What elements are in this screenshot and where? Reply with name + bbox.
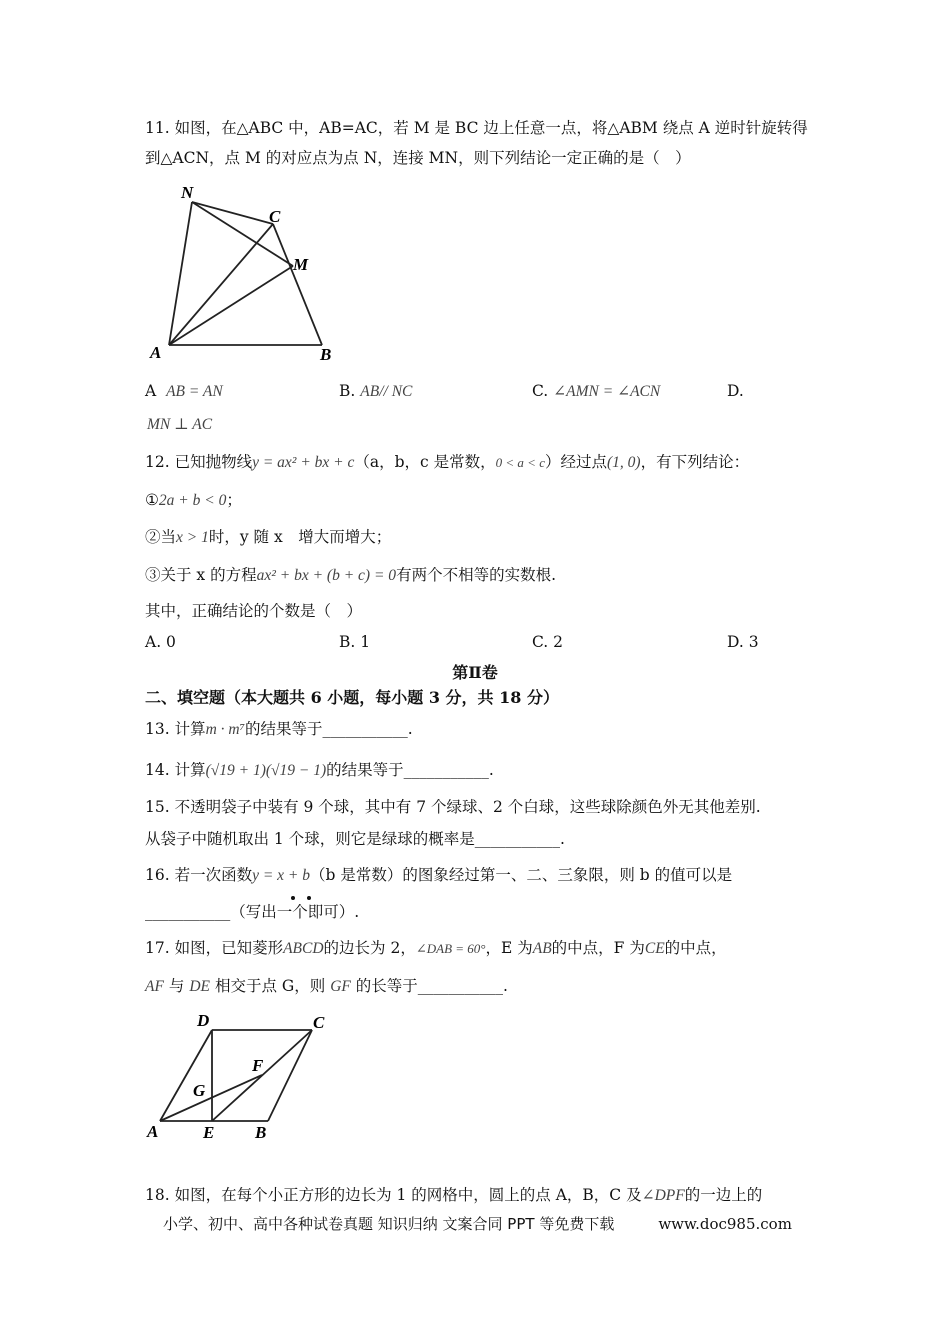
q16-line2: ___________（写出一个即可）. bbox=[145, 903, 360, 921]
q11-option-c: C. ∠AMN = ∠ACN bbox=[532, 382, 661, 400]
q12-option-c: C. 2 bbox=[532, 633, 564, 651]
q12-option-d: D. 3 bbox=[727, 633, 759, 651]
label-m: M bbox=[293, 255, 309, 274]
q12-conclusion-3: ③关于 x 的方程ax² + bx + (b + c) = 0有两个不相等的实数根. bbox=[145, 566, 556, 584]
q17-label-d: D bbox=[197, 1011, 210, 1030]
footer-text: 小学、初中、高中各种试卷真题 知识归纳 文案合同 PPT 等免费下载 bbox=[163, 1215, 615, 1233]
q13: 13. 计算m · m⁷的结果等于___________. bbox=[145, 720, 413, 738]
q11-option-d-label: D. bbox=[727, 382, 744, 400]
q17-label-c: C bbox=[313, 1013, 325, 1032]
label-n: N bbox=[181, 183, 194, 202]
label-b: B bbox=[320, 345, 332, 364]
q17-label-f: F bbox=[252, 1056, 264, 1075]
q16-line1: 16. 若一次函数y = x + b（b 是常数）的图象经过第一、二、三象限，则 b 的值可以是 bbox=[145, 866, 733, 884]
q12-option-b: B. 1 bbox=[339, 633, 371, 651]
page-footer bbox=[163, 1213, 792, 1234]
q17-line1: 17. 如图，已知菱形ABCD的边长为 2，∠DAB = 60°，E 为AB的中点，F 为CE的中点， bbox=[145, 939, 727, 957]
q17-rhombus-figure bbox=[145, 1005, 345, 1145]
q14: 14. 计算(√19 + 1)(√19 − 1)的结果等于___________. bbox=[145, 761, 494, 779]
section2-title: 二、填空题（本大题共 6 小题，每小题 3 分，共 18 分） bbox=[145, 688, 559, 707]
q12-option-a: A. 0 bbox=[145, 633, 176, 651]
q12-conclusion-2: ②当x > 1时，y 随 x 增大而增大； bbox=[145, 528, 392, 546]
footer-url[interactable]: www.doc985.com bbox=[658, 1215, 792, 1233]
label-a: A bbox=[150, 343, 162, 362]
q11-triangle-figure bbox=[145, 180, 345, 365]
label-c: C bbox=[269, 207, 281, 226]
q15-line2: 从袋子中随机取出 1 个球，则它是绿球的概率是___________. bbox=[145, 830, 565, 848]
q11-option-b: B. AB// NC bbox=[339, 382, 413, 400]
part2-title: 第Ⅱ卷 bbox=[452, 663, 498, 682]
q12-conclusion-1: ①2a + b < 0； bbox=[145, 491, 242, 509]
q17-label-g: G bbox=[193, 1081, 206, 1100]
q17-label-e: E bbox=[203, 1123, 215, 1142]
q11-option-d-math: MN ⊥ AC bbox=[147, 416, 213, 433]
q18-line1: 18. 如图，在每个小正方形的边长为 1 的网格中，圆上的点 A，B，C 及∠DPF的一边上的 bbox=[145, 1186, 763, 1204]
q11-line1: 11. 如图，在△ABC 中，AB=AC，若 M 是 BC 边上任意一点，将△ABM 绕点 A 逆时针旋转得 bbox=[145, 119, 808, 137]
q11-line2: 到△ACN，点 M 的对应点为点 N，连接 MN，则下列结论一定正确的是（ ） bbox=[145, 149, 691, 167]
q11-option-a: A AB = AN bbox=[145, 382, 223, 400]
emphasis-dots-2 bbox=[307, 896, 311, 900]
q17-line2: AF 与 DE 相交于点 G，则 GF 的长等于___________. bbox=[145, 977, 508, 995]
emphasis-dots bbox=[291, 896, 295, 900]
q17-label-a: A bbox=[147, 1122, 159, 1141]
q12-ask: 其中，正确结论的个数是（ ） bbox=[145, 602, 363, 620]
q15-line1: 15. 不透明袋子中装有 9 个球，其中有 7 个绿球、2 个白球，这些球除颜色外无其他差别. bbox=[145, 798, 761, 816]
q12-stem: 12. 已知抛物线y = ax² + bx + c（a，b，c 是常数，0 < a < c）经过点(1, 0)，有下列结论： bbox=[145, 453, 750, 471]
q17-label-b: B bbox=[255, 1123, 267, 1142]
